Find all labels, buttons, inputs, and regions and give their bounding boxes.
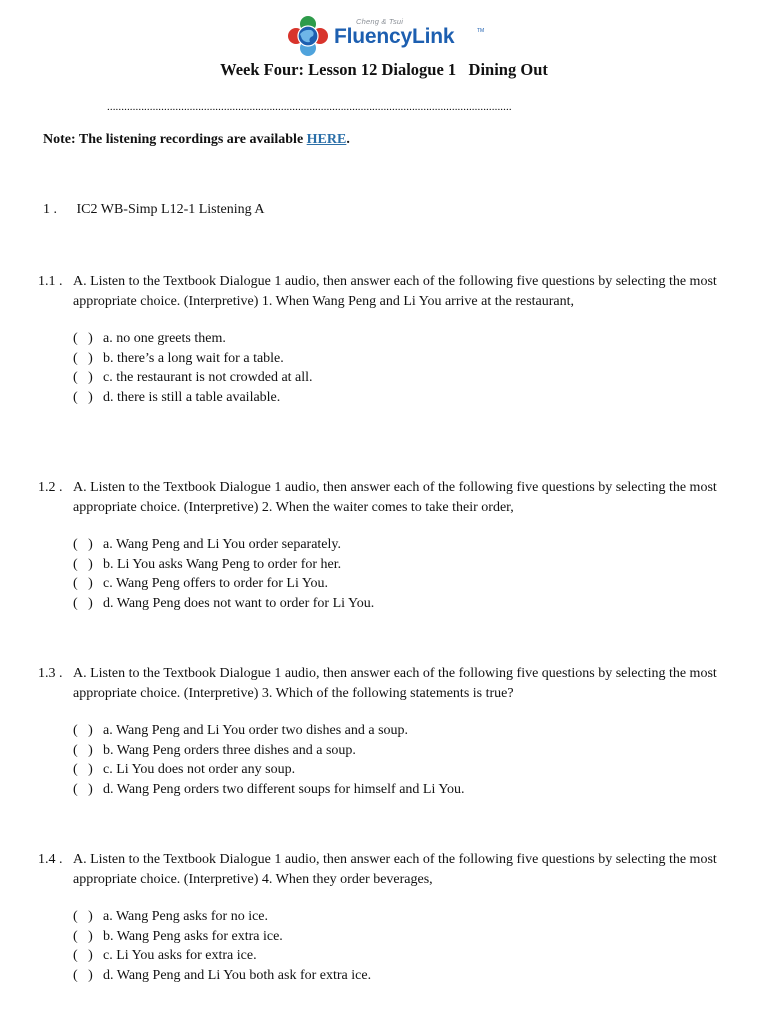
answer-blank[interactable]: ( )	[73, 556, 93, 572]
answer-blank[interactable]: ( )	[73, 742, 93, 758]
answer-option-text: a. Wang Peng and Li You order separately.	[103, 537, 341, 552]
answer-option-text: d. Wang Peng and Li You both ask for extra ice.	[103, 967, 372, 983]
answer-blank[interactable]: ( )	[73, 762, 93, 777]
answer-option[interactable]	[73, 349, 728, 369]
answer-option[interactable]	[73, 535, 728, 555]
answer-option-text: d. Wang Peng orders two different soups for himself and Li You.	[103, 781, 465, 797]
answer-option-text: b. Li You asks Wang Peng to order for her.	[103, 556, 342, 572]
question-text: A. Listen to the Textbook Dialogue 1 audio, then answer each of the following five questions by selecting the most appropriate choice. (Interpretive) 1. When Wang Peng and Li You arrive at the restaurant,	[73, 274, 717, 309]
answer-option[interactable]	[73, 594, 728, 614]
note-prefix: Note: The listening recordings are available	[43, 132, 307, 147]
answer-option[interactable]	[73, 741, 728, 761]
here-link[interactable]: HERE	[306, 132, 347, 147]
answer-option-text: d. Wang Peng does not want to order for Li You.	[103, 595, 375, 611]
answer-blank[interactable]: ( )	[73, 781, 93, 797]
question-header	[38, 664, 728, 703]
answer-blank[interactable]: ( )	[73, 948, 93, 963]
answer-option[interactable]	[73, 760, 728, 780]
answer-blank[interactable]: ( )	[73, 595, 93, 611]
question-item	[38, 478, 728, 613]
answer-blank[interactable]: ( )	[73, 967, 93, 983]
question-header	[38, 478, 728, 517]
answer-blank[interactable]: ( )	[73, 537, 93, 552]
logo-wordmark: FluencyLink	[334, 25, 455, 48]
answer-option[interactable]	[73, 555, 728, 575]
answer-blank[interactable]: ( )	[73, 350, 93, 366]
question-text: A. Listen to the Textbook Dialogue 1 audio, then answer each of the following five questions by selecting the most appropriate choice. (Interpretive) 2. When the waiter comes to take their order,	[73, 480, 717, 515]
answer-blank[interactable]: ( )	[73, 928, 93, 944]
answer-option[interactable]	[73, 574, 728, 594]
page-title: Week Four: Lesson 12 Dialogue 1 Dining Out	[220, 60, 548, 79]
question-header	[38, 272, 728, 311]
answer-option-text: c. Li You asks for extra ice.	[103, 948, 257, 963]
answer-blank[interactable]: ( )	[73, 723, 93, 738]
answer-option-text: a. Wang Peng asks for no ice.	[103, 909, 269, 924]
answer-options	[73, 721, 728, 799]
question-number: 1.2 .	[38, 480, 63, 495]
answer-option-text: c. Li You does not order any soup.	[103, 762, 296, 777]
answer-option-text: a. no one greets them.	[103, 331, 226, 346]
answer-option[interactable]	[73, 927, 728, 947]
answer-option-text: c. Wang Peng offers to order for Li You.	[103, 576, 329, 591]
answer-options	[73, 907, 728, 985]
answer-option-text: b. Wang Peng asks for extra ice.	[103, 928, 283, 944]
section-title: IC2 WB-Simp L12-1 Listening A	[76, 202, 265, 217]
logo-trademark: TM	[477, 28, 485, 34]
answer-option-text: d. there is still a table available.	[103, 389, 281, 405]
question-number: 1.3 .	[38, 666, 63, 681]
question-item	[38, 850, 728, 985]
answer-option[interactable]	[73, 721, 728, 741]
logo-tagline: Cheng & Tsui	[356, 17, 404, 26]
section-number: 1 .	[43, 202, 57, 217]
question-text: A. Listen to the Textbook Dialogue 1 audio, then answer each of the following five questions by selecting the most appropriate choice. (Interpretive) 3. Which of the following statements is true?	[73, 666, 717, 701]
answer-option[interactable]	[73, 780, 728, 800]
section-heading	[43, 202, 264, 218]
answer-option-text: c. the restaurant is not crowded at all.	[103, 370, 313, 385]
answer-blank[interactable]: ( )	[73, 576, 93, 591]
question-item	[38, 272, 728, 407]
dotted-divider: ..............................................................................................................................................	[107, 101, 512, 113]
answer-blank[interactable]: ( )	[73, 331, 93, 346]
listening-note	[43, 132, 350, 148]
answer-option-text: a. Wang Peng and Li You order two dishes and a soup.	[103, 723, 409, 738]
answer-options	[73, 535, 728, 613]
answer-blank[interactable]: ( )	[73, 370, 93, 385]
answer-blank[interactable]: ( )	[73, 909, 93, 924]
question-item	[38, 664, 728, 799]
answer-options	[73, 329, 728, 407]
question-number: 1.1 .	[38, 274, 63, 289]
answer-option-text: b. Wang Peng orders three dishes and a soup.	[103, 742, 356, 758]
answer-option[interactable]	[73, 946, 728, 966]
question-text: A. Listen to the Textbook Dialogue 1 audio, then answer each of the following five questions by selecting the most appropriate choice. (Interpretive) 4. When they order beverages,	[73, 852, 717, 887]
globe-flower-icon	[284, 14, 332, 58]
answer-option[interactable]	[73, 329, 728, 349]
answer-option[interactable]	[73, 368, 728, 388]
note-suffix: .	[346, 132, 350, 147]
answer-option[interactable]	[73, 907, 728, 927]
question-header	[38, 850, 728, 889]
answer-option[interactable]	[73, 388, 728, 408]
answer-blank[interactable]: ( )	[73, 389, 93, 405]
answer-option-text: b. there’s a long wait for a table.	[103, 350, 284, 366]
question-number: 1.4 .	[38, 852, 63, 867]
answer-option[interactable]	[73, 966, 728, 986]
